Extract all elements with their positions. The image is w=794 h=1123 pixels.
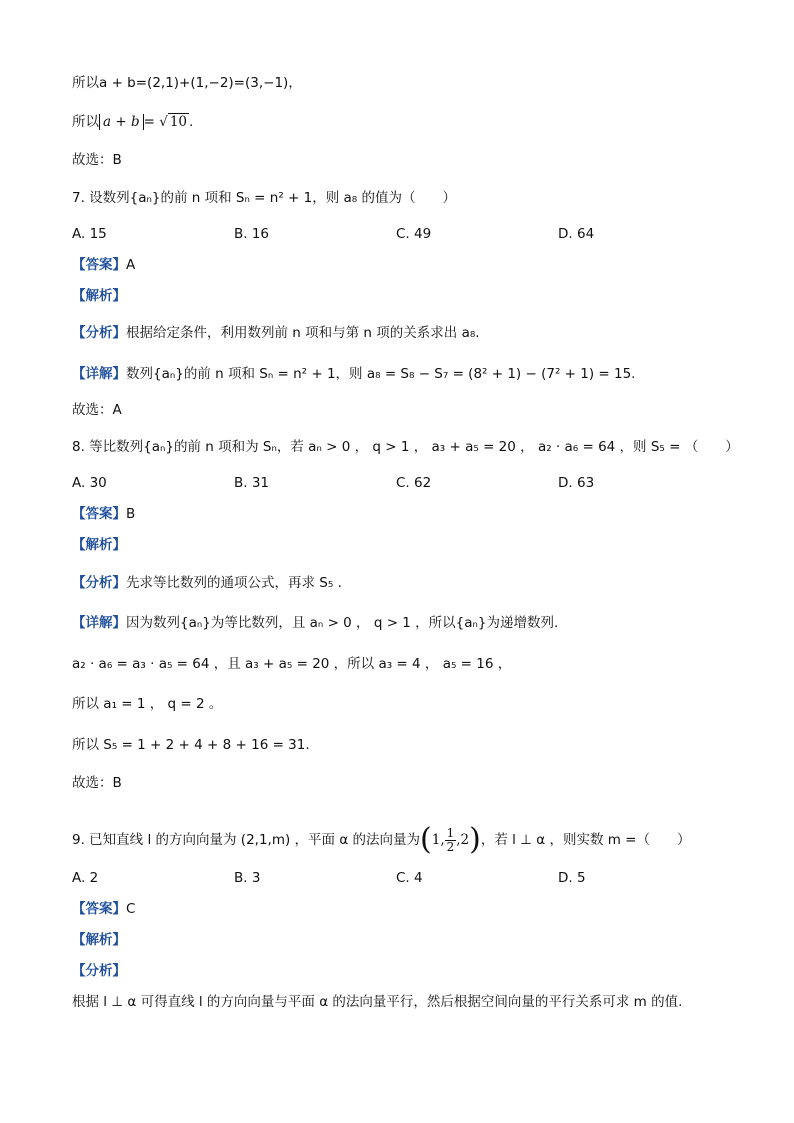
q8-analysis-tag: [72, 535, 734, 555]
q9-options: [72, 868, 732, 888]
q8-option-c: C. 62: [396, 475, 432, 491]
solution6-line2: [72, 112, 734, 132]
q7-analysis-tag: [72, 286, 734, 306]
answer-value: B: [126, 506, 136, 522]
answer-tag: 【答案】: [72, 901, 126, 917]
q9-analysis-tag: [72, 930, 734, 950]
vector-magnitude: a + b: [99, 114, 144, 130]
fraction: [445, 827, 457, 854]
q9-option-b: B. 3: [234, 870, 261, 886]
q7-option-a: A. 15: [72, 226, 107, 242]
fenxi-tag: 【分析】: [72, 575, 126, 591]
fraction-denominator: 2: [446, 839, 455, 854]
q8-answer: [72, 504, 734, 524]
q8-step2: 所以 a₁ = 1 ， q = 2 。: [72, 696, 223, 712]
q9-stem-post: ，若 l ⊥ α ，则实数 m =（ ）: [480, 832, 691, 848]
solution6-line2-end: .: [189, 114, 194, 130]
q8-options: [72, 473, 732, 493]
analysis-tag: 【解析】: [72, 932, 126, 948]
fraction-numerator: 1: [446, 825, 455, 840]
xiangjie-tag: 【详解】: [72, 366, 126, 382]
q9-fenxi-tag: [72, 961, 734, 981]
answer-tag: 【答案】: [72, 506, 126, 522]
q8-option-b: B. 31: [234, 475, 270, 491]
q7-fenxi: [72, 323, 734, 343]
vector-left-paren: (: [420, 822, 432, 857]
sqrt-radicand: 10: [169, 114, 187, 130]
q7-option-b: B. 16: [234, 226, 270, 242]
vector-part-a: 1,: [431, 832, 445, 848]
fenxi-tag: 【分析】: [72, 325, 126, 341]
solution6-answer: 故选：B: [72, 152, 122, 168]
q7-option-c: C. 49: [396, 226, 432, 242]
vector-right-paren: ): [469, 822, 481, 857]
xiangjie-tag: 【详解】: [72, 615, 126, 631]
q7-answer: [72, 255, 734, 275]
answer-value: C: [126, 901, 136, 917]
fenxi-text: 根据给定条件，利用数列前 n 项和与第 n 项的关系求出 a₈.: [126, 325, 480, 341]
q7-final: 故选：A: [72, 402, 122, 418]
q7-option-d: D. 64: [558, 226, 595, 242]
answer-tag: 【答案】: [72, 257, 126, 273]
q8-option-d: D. 63: [558, 475, 595, 491]
q8-step3: 所以 S₅ = 1 + 2 + 4 + 8 + 16 = 31.: [72, 737, 310, 753]
q8-final: 故选：B: [72, 775, 122, 791]
analysis-tag: 【解析】: [72, 537, 126, 553]
q9-answer: [72, 899, 734, 919]
q9-option-a: A. 2: [72, 870, 99, 886]
q7-options: [72, 224, 732, 244]
q9-fenxi: 根据 l ⊥ α 可得直线 l 的方向向量与平面 α 的法向量平行，然后根据空间向量的平行关系可求 m 的值.: [72, 994, 683, 1010]
q9-stem-pre: 9. 已知直线 l 的方向向量为 (2,1,m) ，平面 α 的法向量为: [72, 832, 421, 848]
q9-stem: [72, 820, 734, 860]
q7-stem: 7. 设数列{aₙ}的前 n 项和 Sₙ = n² + 1，则 a₈ 的值为（ ）: [72, 190, 456, 206]
q8-xiangjie: [72, 613, 734, 633]
q9-option-d: D. 5: [558, 870, 586, 886]
q7-xiangjie: [72, 364, 734, 384]
solution6-line2-pre: 所以: [72, 114, 99, 130]
q8-step1: a₂ · a₆ = a₃ · a₅ = 64 ，且 a₃ + a₅ = 20 ，所以 a₃ = 4 ， a₅ = 16 ，: [72, 656, 512, 672]
vector-part-b: ,2: [456, 832, 470, 848]
xiangjie-text: 数列{aₙ}的前 n 项和 Sₙ = n² + 1，则 a₈ = S₈ − S₇ = (8² + 1) − (7² + 1) = 15.: [126, 366, 636, 382]
solution6-line1: 所以a + b=(2,1)+(1,−2)=(3,−1)，: [72, 75, 302, 91]
fenxi-text: 先求等比数列的通项公式，再求 S₅ .: [126, 575, 342, 591]
analysis-tag: 【解析】: [72, 288, 126, 304]
answer-value: A: [126, 257, 136, 273]
q8-option-a: A. 30: [72, 475, 107, 491]
q9-option-c: C. 4: [396, 870, 423, 886]
q8-fenxi: [72, 573, 734, 593]
xiangjie-text: 因为数列{aₙ}为等比数列，且 aₙ > 0 ， q > 1 ，所以{aₙ}为递增数列.: [126, 615, 559, 631]
fenxi-tag: 【分析】: [72, 963, 126, 979]
q8-stem: 8. 等比数列{aₙ}的前 n 项和为 Sₙ，若 aₙ > 0 ， q > 1 ， a₃ + a₅ = 20 ， a₂ · a₆ = 64 ，则 S₅ = （ ）: [72, 439, 739, 455]
sqrt-sign: = √: [143, 114, 168, 130]
